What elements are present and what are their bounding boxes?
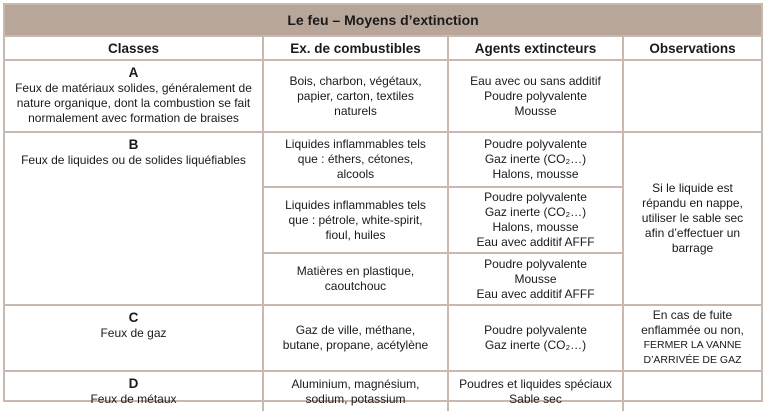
fuel-line: sodium, potassium xyxy=(305,391,406,406)
fuel-cell xyxy=(263,253,448,305)
observation-line: En cas de fuite xyxy=(652,308,733,322)
header-combustibles: Ex. de combustibles xyxy=(263,36,448,60)
class-letter: C xyxy=(128,310,139,325)
agent-line: Poudres et liquides spéciaux xyxy=(459,376,612,391)
class-description: Feux de liquides ou de solides liquéfiables xyxy=(21,153,246,167)
fuel-line: fioul, huiles xyxy=(325,227,386,242)
fuel-cell xyxy=(263,371,448,411)
observation-cell xyxy=(623,132,761,305)
observation-line: enflammée ou non, xyxy=(641,323,744,337)
agent-line: Poudre polyvalente xyxy=(484,190,587,204)
class-letter: B xyxy=(128,137,139,152)
agent-line: Halons, mousse xyxy=(492,167,579,181)
class-letter: A xyxy=(128,65,139,80)
agent-line: Gaz inerte (CO₂…) xyxy=(484,338,587,352)
header-classes: Classes xyxy=(5,36,263,60)
fuel-line: Liquides inflammables tels xyxy=(285,137,426,151)
agent-line: Poudre polyvalente xyxy=(484,137,587,151)
fuel-cell xyxy=(263,132,448,187)
agents-cell xyxy=(448,371,623,411)
fuel-cell xyxy=(263,187,448,253)
observation-line: utiliser le sable sec xyxy=(641,211,744,225)
observation-cell xyxy=(623,371,761,411)
fuel-line: papier, carton, textiles xyxy=(297,88,414,103)
fuel-line: Aluminium, magnésium, xyxy=(291,376,420,391)
observation-cell xyxy=(623,60,761,132)
observation-line: FERMER LA VANNE xyxy=(643,339,742,351)
fuel-line: Matières en plastique, xyxy=(296,264,415,278)
class-cell xyxy=(5,305,263,371)
fuel-cell xyxy=(263,305,448,371)
agent-line: Halons, mousse xyxy=(492,220,579,234)
agent-line: Mousse xyxy=(514,271,557,286)
class-description: Feux de matériaux solides, généralement de nature organique, dont la combustion se fait normalement avec formation de braises xyxy=(15,81,252,125)
header-observations: Observations xyxy=(623,36,761,60)
fuel-line: alcools xyxy=(336,167,375,181)
agents-cell xyxy=(448,253,623,305)
header-agents: Agents extincteurs xyxy=(448,36,623,60)
agent-line: Sable sec xyxy=(509,391,562,406)
agent-line: Poudre polyvalente xyxy=(484,323,587,337)
table-row xyxy=(5,371,761,411)
agents-cell xyxy=(448,187,623,253)
table-row xyxy=(5,132,761,187)
class-letter: D xyxy=(128,376,139,391)
agent-line: Eau avec additif AFFF xyxy=(476,286,595,301)
table-title: Le feu – Moyens d’extinction xyxy=(5,5,761,35)
agents-cell xyxy=(448,60,623,132)
observation-cell xyxy=(623,305,761,371)
observation-line: répandu en nappe, xyxy=(642,196,743,210)
fuel-line: naturels xyxy=(334,103,377,118)
observation-line: D’ARRIVÉE DE GAZ xyxy=(643,354,742,366)
table-row xyxy=(5,305,761,371)
fuel-line: que : pétrole, white-spirit, xyxy=(288,212,423,227)
class-cell xyxy=(5,371,263,411)
agent-line: Mousse xyxy=(514,103,557,118)
fuel-line: Liquides inflammables tels xyxy=(285,197,426,212)
agent-line: Poudre polyvalente xyxy=(484,256,587,271)
agent-line: Gaz inerte (CO₂…) xyxy=(484,205,587,219)
fuel-line: butane, propane, acétylène xyxy=(282,338,429,352)
agents-cell xyxy=(448,132,623,187)
fuel-cell xyxy=(263,60,448,132)
observation-line: barrage xyxy=(671,241,714,255)
table-row xyxy=(5,60,761,132)
extinction-table xyxy=(5,35,761,411)
extinction-table-frame xyxy=(3,3,763,406)
agent-line: Eau avec ou sans additif xyxy=(470,73,601,88)
class-cell xyxy=(5,60,263,132)
class-cell xyxy=(5,132,263,305)
agent-line: Eau avec additif AFFF xyxy=(476,235,595,249)
fuel-line: Gaz de ville, méthane, xyxy=(295,323,416,337)
agents-cell xyxy=(448,305,623,371)
observation-line: Si le liquide est xyxy=(652,181,733,195)
fuel-line: caoutchouc xyxy=(324,279,387,293)
fuel-line: que : éthers, cétones, xyxy=(297,152,414,166)
agent-line: Poudre polyvalente xyxy=(484,88,587,103)
agent-line: Gaz inerte (CO₂…) xyxy=(484,152,587,166)
observation-line: afin d’effectuer un xyxy=(644,226,741,240)
fuel-line: Bois, charbon, végétaux, xyxy=(289,73,422,88)
header-row xyxy=(5,36,761,60)
class-description: Feux de métaux xyxy=(90,392,177,406)
class-description: Feux de gaz xyxy=(100,326,167,340)
